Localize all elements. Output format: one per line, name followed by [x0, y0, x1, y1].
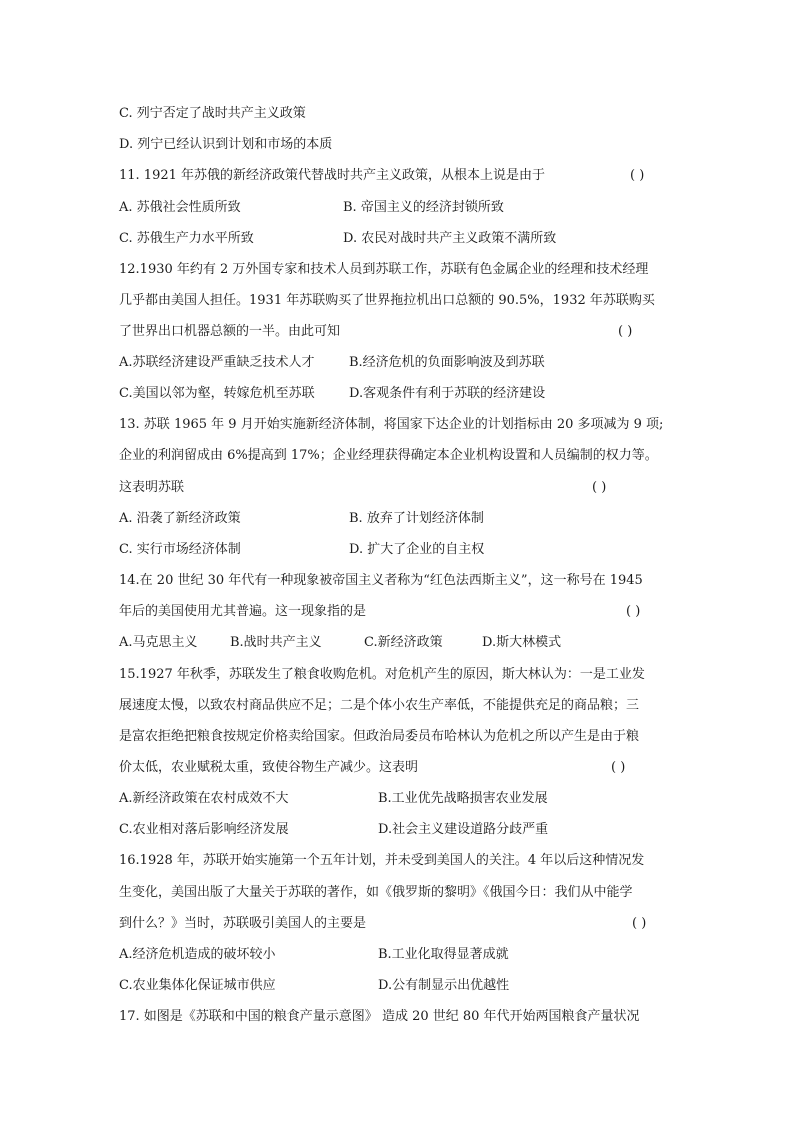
- q12-option-b: B.经济危机的负面影响波及到苏联: [349, 355, 545, 370]
- q14-option-c: C.新经济政策: [364, 635, 443, 650]
- q14-option-a: A.马克思主义: [119, 635, 198, 650]
- q14-stem-line2: 年后的美国使用尤其普遍。这一现象指的是: [119, 604, 367, 619]
- q11-option-c: C. 苏俄生产力水平所致: [119, 231, 254, 246]
- q13-option-c: C. 实行市场经济体制: [119, 542, 241, 557]
- q15-option-a: A.新经济政策在农村成效不大: [119, 791, 289, 806]
- q12-option-d: D.客观条件有利于苏联的经济建设: [349, 386, 546, 401]
- q15-option-d: D.社会主义建设道路分歧严重: [378, 822, 549, 837]
- q13-option-d: D. 扩大了企业的自主权: [349, 542, 485, 557]
- q12-stem-line3: 了世界出口机器总额的一半。由此可知: [119, 324, 341, 339]
- q13-answer-blank: ( ): [592, 480, 607, 495]
- q15-stem-line1: 15.1927 年秋季，苏联发生了粮食收购危机。对危机产生的原因，斯大林认为：一是工业发: [119, 667, 645, 682]
- q11-stem: 11. 1921 年苏俄的新经济政策代替战时共产主义政策，从根本上说是由于: [119, 168, 546, 183]
- q11-option-d: D. 农民对战时共产主义政策不满所致: [343, 231, 557, 246]
- q15-stem-line3: 是富农拒绝把粮食按规定价格卖给国家。但政治局委员布哈林认为危机之所以产生是由于粮: [119, 729, 640, 744]
- q16-stem-line3: 到什么？》当时，苏联吸引美国人的主要是: [119, 916, 367, 931]
- q13-stem-line3: 这表明苏联: [119, 480, 185, 495]
- q15-option-c: C.农业相对落后影响经济发展: [119, 822, 289, 837]
- q10-option-d: D. 列宁已经认识到计划和市场的本质: [119, 137, 333, 152]
- q16-answer-blank: ( ): [632, 916, 647, 931]
- q13-stem-line2: 企业的利润留成由 6%提高到 17%；企业经理获得确定本企业机构设置和人员编制的权力等。: [119, 448, 658, 463]
- q13-option-b: B. 放弃了计划经济体制: [349, 511, 484, 526]
- q16-option-a: A.经济危机造成的破坏较小: [119, 947, 276, 962]
- q15-stem-line2: 展速度太慢，以致农村商品供应不足；二是个体小农生产率低，不能提供充足的商品粮；三: [119, 698, 640, 713]
- q14-option-b: B.战时共产主义: [230, 635, 322, 650]
- q16-stem-line1: 16.1928 年，苏联开始实施第一个五年计划，并未受到美国人的关注。4 年以后这种情况发: [119, 853, 645, 868]
- q16-option-b: B.工业化取得显著成就: [378, 947, 509, 962]
- q13-option-a: A. 沿袭了新经济政策: [119, 511, 241, 526]
- q15-answer-blank: ( ): [611, 760, 626, 775]
- q12-stem-line2: 几乎都由美国人担任。1931 年苏联购买了世界拖拉机出口总额的 90.5%，1932 年苏联购买: [119, 293, 655, 308]
- q12-stem-line1: 12.1930 年约有 2 万外国专家和技术人员到苏联工作，苏联有色金属企业的经理和技术经理: [119, 262, 649, 277]
- q10-option-c: C. 列宁否定了战时共产主义政策: [119, 106, 306, 121]
- q13-stem-line1: 13. 苏联 1965 年 9 月开始实施新经济体制，将国家下达企业的计划指标由 20 多项减为 9 项;: [119, 417, 664, 432]
- q11-option-a: A. 苏俄社会性质所致: [119, 200, 241, 215]
- q12-option-c: C.美国以邻为壑，转嫁危机至苏联: [119, 386, 315, 401]
- q17-stem-line1: 17. 如图是《苏联和中国的粮食产量示意图》 造成 20 世纪 80 年代开始两国粮食产量状况: [119, 1009, 640, 1024]
- q12-answer-blank: ( ): [618, 324, 633, 339]
- q16-option-c: C.农业集体化保证城市供应: [119, 978, 276, 993]
- q12-option-a: A.苏联经济建设严重缺乏技术人才: [119, 355, 315, 370]
- q16-stem-line2: 生变化，美国出版了大量关于苏联的著作，如《俄罗斯的黎明》《俄国今日：我们从中能学: [119, 885, 633, 900]
- q16-option-d: D.公有制显示出优越性: [378, 978, 510, 993]
- q15-option-b: B.工业优先战略损害农业发展: [378, 791, 548, 806]
- q15-stem-line4: 价太低，农业赋税太重，致使谷物生产减少。这表明: [119, 760, 419, 775]
- q14-answer-blank: ( ): [626, 604, 641, 619]
- q14-option-d: D.斯大林模式: [482, 635, 562, 650]
- q14-stem-line1: 14.在 20 世纪 30 年代有一种现象被帝国主义者称为“红色法西斯主义”，这一称号在 1945: [119, 573, 643, 588]
- q11-option-b: B. 帝国主义的经济封锁所致: [343, 200, 504, 215]
- q11-answer-blank: ( ): [630, 168, 645, 183]
